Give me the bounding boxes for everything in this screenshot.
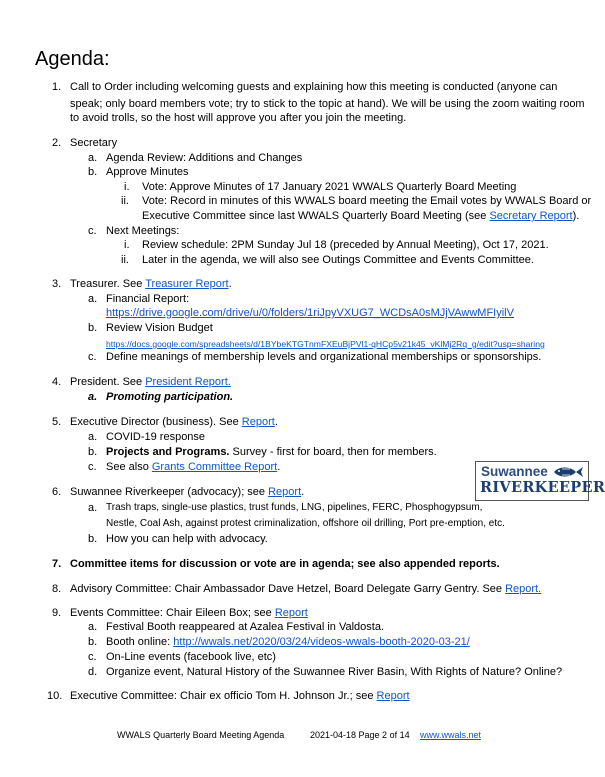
item7-text: Committee items for discussion or vote are in agenda; see also appended reports. xyxy=(70,558,500,570)
list-marker: c. xyxy=(88,225,97,237)
item4-a: Promoting participation. xyxy=(106,391,234,403)
item3-b: Review Vision Budget xyxy=(106,322,213,334)
item9-d: Organize event, Natural History of the Suwannee River Basin, With Rights of Nature? Online? xyxy=(106,666,563,678)
list-marker: b. xyxy=(88,533,98,545)
list-marker: a. xyxy=(88,293,98,305)
advisory-report-link[interactable]: Report. xyxy=(505,583,542,595)
item2-c-i: Review schedule: 2PM Sunday Jul 18 (preceded by Annual Meeting), Oct 17, 2021. xyxy=(142,239,549,251)
list-marker: a. xyxy=(88,391,98,403)
item-number: 3. xyxy=(52,278,62,290)
list-marker: i. xyxy=(124,239,130,251)
suwannee-riverkeeper-logo xyxy=(475,461,605,501)
item-number: 5. xyxy=(52,416,62,428)
item5-b: Projects and Programs. Survey - first for board, then for members. xyxy=(106,446,437,458)
footer-title: WWALS Quarterly Board Meeting Agenda xyxy=(117,730,285,740)
item-number: 1. xyxy=(52,81,62,93)
list-marker: c. xyxy=(88,351,97,363)
list-marker: a. xyxy=(88,621,98,633)
item9-title: Events Committee: Chair Eileen Box; see Report xyxy=(70,607,308,619)
item9-c: On-Line events (facebook live, etc) xyxy=(106,651,276,663)
item-number: 7. xyxy=(52,558,62,570)
item4-title: President. See President Report. xyxy=(70,376,231,388)
list-marker: a. xyxy=(88,431,98,443)
footer-date-page: 2021-04-18 Page 2 of 14 xyxy=(310,730,410,740)
item2-c-ii: Later in the agenda, we will also see Outings Committee and Events Committee. xyxy=(142,254,534,266)
item6-a-line1: Trash traps, single-use plastics, trust funds, LNG, pipelines, FERC, Phosphogypsum, xyxy=(106,502,483,513)
item3-title: Treasurer. See Treasurer Report. xyxy=(70,278,232,290)
item2-title: Secretary xyxy=(70,137,118,149)
logo-bottom-text: RIVERKEEPER xyxy=(480,479,605,496)
executive-director-report-link[interactable]: Report xyxy=(241,416,275,428)
riverkeeper-report-link[interactable]: Report xyxy=(268,486,302,498)
footer-site-link[interactable]: www.wwals.net xyxy=(420,730,482,740)
booth-online-link[interactable]: http://wwals.net/2020/03/24/videos-wwals-booth-2020-03-21/ xyxy=(173,636,470,648)
item1-line2: speak; only board members vote; try to stick to the topic at hand). We will be using the zoom waiting room xyxy=(70,98,585,110)
item10-title: Executive Committee: Chair ex officio Tom H. Johnson Jr.; see Report xyxy=(70,690,410,702)
list-marker: c. xyxy=(88,461,97,473)
item2-b-i: Vote: Approve Minutes of 17 January 2021 WWALS Quarterly Board Meeting xyxy=(142,181,517,193)
item1-line3: to avoid trolls, so the host will approve you after you join the meeting. xyxy=(70,112,407,124)
financial-report-link[interactable]: https://drive.google.com/drive/u/0/folders/1riJpyVXUG7_WCDsA0sMJjVAwwMFIyilV xyxy=(106,307,514,319)
secretary-report-link[interactable]: Secretary Report xyxy=(489,210,573,222)
item2-b-ii-line1: Vote: Record in minutes of this WWALS board meeting the Email votes by WWALS Board or xyxy=(142,195,592,207)
item1-line1: Call to Order including welcoming guests and explaining how this meeting is conducted (anyone can xyxy=(70,81,558,93)
item-number: 6. xyxy=(52,486,62,498)
item-number: 8. xyxy=(52,583,62,595)
executive-committee-report-link[interactable]: Report xyxy=(376,690,410,702)
list-marker: a. xyxy=(88,152,98,164)
president-report-link[interactable]: President Report. xyxy=(145,376,231,388)
list-marker: ii. xyxy=(121,254,129,266)
item-number: 9. xyxy=(52,607,62,619)
item-number: 4. xyxy=(52,376,62,388)
item5-a: COVID-19 response xyxy=(106,431,206,443)
agenda-heading: Agenda: xyxy=(35,48,110,70)
treasurer-report-link[interactable]: Treasurer Report xyxy=(145,278,229,290)
item8-text: Advisory Committee: Chair Ambassador Dave Hetzel, Board Delegate Garry Gentry. See Report. xyxy=(70,583,542,595)
item2-b: Approve Minutes xyxy=(106,166,189,178)
item2-c: Next Meetings: xyxy=(106,225,180,237)
logo-top-text: Suwannee xyxy=(481,464,548,479)
grants-committee-report-link[interactable]: Grants Committee Report xyxy=(151,461,278,473)
list-marker: ii. xyxy=(121,195,129,207)
list-marker: c. xyxy=(88,651,97,663)
item9-b: Booth online: http://wwals.net/2020/03/24/videos-wwals-booth-2020-03-21/ xyxy=(106,636,470,648)
item3-c: Define meanings of membership levels and organizational memberships or sponsorships. xyxy=(106,351,542,363)
item3-a: Financial Report: xyxy=(106,293,190,305)
item-number: 2. xyxy=(52,137,62,149)
item6-a-line2: Nestle, Coal Ash, against protest criminalization, offshore oil drilling, Port pre-emption, etc. xyxy=(106,518,505,529)
item9-a: Festival Booth reappeared at Azalea Festival in Valdosta. xyxy=(106,621,385,633)
list-marker: a. xyxy=(88,502,98,514)
list-marker: b. xyxy=(88,446,98,458)
list-marker: b. xyxy=(88,636,98,648)
events-report-link[interactable]: Report xyxy=(274,607,308,619)
item5-title: Executive Director (business). See Report. xyxy=(70,416,278,428)
item-number: 10. xyxy=(47,690,63,702)
item6-b: How you can help with advocacy. xyxy=(106,533,268,545)
item5-c: See also Grants Committee Report. xyxy=(106,461,281,473)
item2-b-ii-line2: Executive Committee since last WWALS Quarterly Board Meeting (see Secretary Report). xyxy=(142,210,580,222)
list-marker: i. xyxy=(124,181,130,193)
list-marker: d. xyxy=(88,666,98,678)
list-marker: b. xyxy=(88,166,98,178)
list-marker: b. xyxy=(88,322,98,334)
item6-title: Suwannee Riverkeeper (advocacy); see Report. xyxy=(70,486,305,498)
item2-a: Agenda Review: Additions and Changes xyxy=(106,152,303,164)
vision-budget-link[interactable]: https://docs.google.com/spreadsheets/d/1BYbeKTGTnmFXEuBjPVl1-qHCp5v21k45_vKlMj2Rq_g/edit?usp=sharing xyxy=(106,339,545,349)
